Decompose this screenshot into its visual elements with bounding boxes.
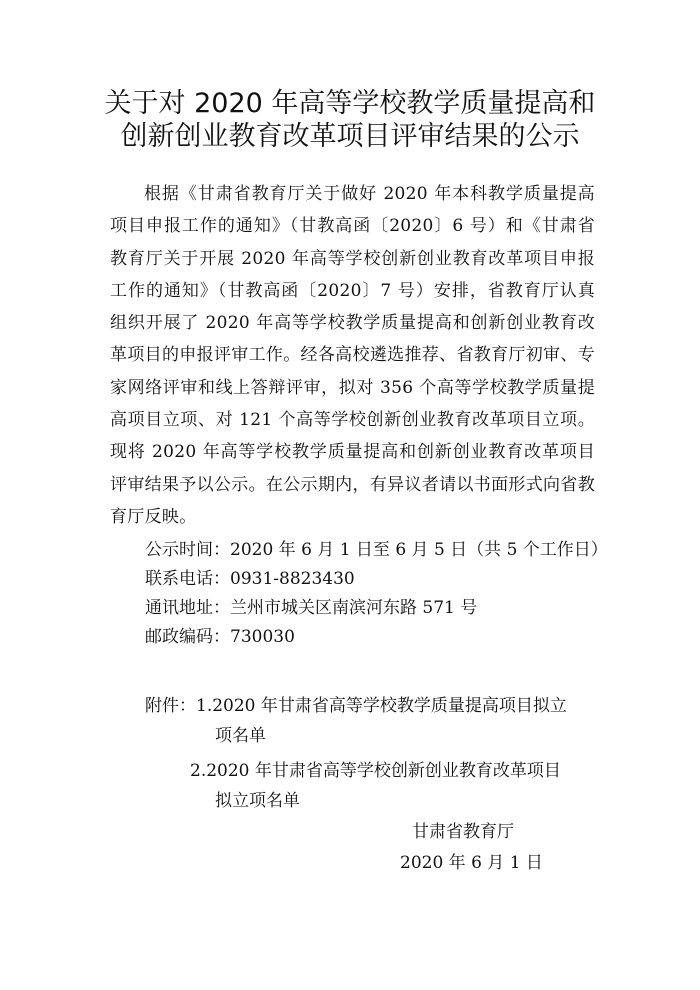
title-line-1: 关于对 2020 年高等学校教学质量提高和: [104, 88, 596, 119]
body-paragraph: 根据《甘肃省教育厅关于做好 2020 年本科教学质量提高项目申报工作的通知》（甘教高函〔2020〕6 号）和《甘肃省教育厅关于开展 2020 年高等学校创新创业教育改革项目申报工作的通知》（甘教高函〔2020〕7 号）安排，省教育厅认真组织开展了 2020 年高等学校教学质量提高和创新创业教育改革项目的申报评审工作。经各高校遴选推荐、省教育厅初审、专家网络评审和线上答辩评审，拟对 356 个高等学校教学质量提高项目立项、对 121 个高等学校创新创业教育改革项目立项。现将 2020 年高等学校教学质量提高和创新创业教育改革项目评审结果予以公示。在公示期内，有异议者请以书面形式向省教育厅反映。: [110, 184, 595, 527]
postal-code: 邮政编码：730030: [145, 627, 295, 647]
issue-date: 2020 年 6 月 1 日: [400, 853, 543, 873]
title-line-2: 创新创业教育改革项目评审结果的公示: [120, 121, 580, 152]
contact-phone: 联系电话：0931-8823430: [145, 569, 355, 589]
attachment-2-line-2: 拟立项名单: [215, 791, 300, 811]
attachment-1-line-2: 项名单: [215, 726, 266, 746]
notice-period: 公示时间：2020 年 6 月 1 日至 6 月 5 日（共 5 个工作日）: [145, 540, 608, 560]
attachment-2-line-1: 2.2020 年甘肃省高等学校创新创业教育改革项目: [190, 761, 561, 781]
mailing-address: 通讯地址：兰州市城关区南滨河东路 571 号: [145, 598, 478, 618]
attachment-1-line-1: 附件：1.2020 年甘肃省高等学校教学质量提高项目拟立: [145, 696, 567, 716]
issuer-signature: 甘肃省教育厅: [412, 822, 514, 842]
